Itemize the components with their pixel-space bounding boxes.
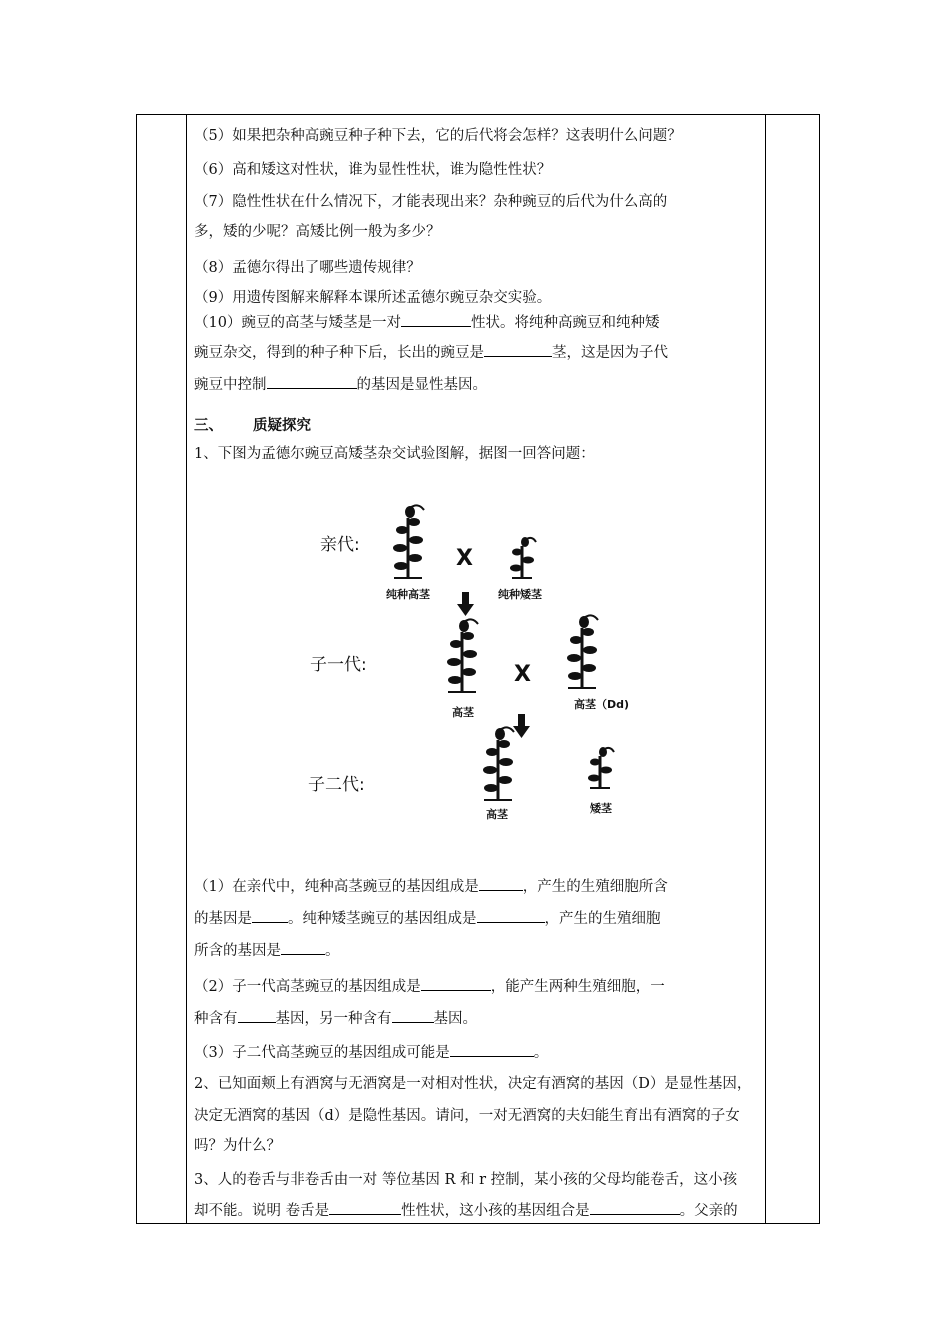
label-f1-tall-dd: 高茎（Dd) [574, 698, 630, 711]
sub1-text-b2: 。纯种矮茎豌豆的基因组成是 [288, 911, 477, 927]
sub1-line-3 [194, 940, 340, 961]
sub2-blank-3[interactable] [392, 1008, 434, 1023]
label-f2-tall: 高茎 [486, 808, 508, 821]
section-3-intro: 1、下图为孟德尔豌豆高矮茎杂交试验图解，据图一回答问题： [194, 446, 595, 462]
pea-cross-diagram [300, 490, 660, 830]
question-7-line-2: 多，矮的少呢？高矮比例一般为多少？ [194, 224, 441, 240]
q10-blank-2[interactable] [484, 342, 552, 357]
section-3-title: 质疑探究 [253, 417, 311, 434]
tall-plant-f1-left [447, 619, 478, 692]
label-pure-short: 纯种矮茎 [498, 588, 542, 601]
tall-plant-parent [393, 505, 424, 578]
question-2-line-1: 2、已知面颊上有酒窝与无酒窝是一对相对性状，决定有酒窝的基因（D）是显性基因， [194, 1076, 752, 1092]
sub1-text-a2: ，产生的生殖细胞所含 [522, 879, 668, 895]
q10-blank-1[interactable] [401, 312, 471, 327]
sub1-line-2 [194, 908, 661, 929]
question-10-line-1 [194, 312, 659, 333]
q10-text-a1: （10）豌豆的高茎与矮茎是一对 [194, 315, 401, 331]
q10-text-a2: 性状。将纯种高豌豆和纯种矮 [470, 315, 660, 331]
arrow-down-1 [457, 592, 474, 616]
short-plant-f2 [588, 747, 614, 788]
question-2-line-2: 决定无酒窝的基因（d）是隐性基因。请问，一对无酒窝的夫妇能生育出有酒窝的子女 [194, 1108, 740, 1124]
arrow-down-2 [513, 714, 530, 738]
sub1-blank-2[interactable] [252, 908, 288, 923]
q3-blank-1[interactable] [329, 1200, 401, 1215]
short-plant-parent [510, 537, 536, 578]
question-9: （9）用遗传图解来解释本课所述孟德尔豌豆杂交实验。 [194, 290, 552, 306]
question-10-line-3 [194, 374, 487, 395]
question-7-line-1: （7）隐性性状在什么情况下，才能表现出来？杂种豌豆的后代为什么高的 [194, 194, 668, 210]
q10-text-c2: 的基因是显性基因。 [356, 377, 487, 393]
sub2-text-a2: ，能产生两种生殖细胞，一 [490, 979, 665, 995]
q10-text-b1: 豌豆杂交，得到的种子种下后，长出的豌豆是 [194, 345, 484, 361]
section-3-heading [194, 416, 311, 436]
question-2-line-3: 吗？为什么？ [194, 1138, 281, 1154]
q3-text-b2: 性性状，这小孩的基因组合是 [401, 1203, 590, 1219]
label-f2-short: 矮茎 [590, 802, 612, 815]
cross-symbol-1: X [456, 546, 473, 571]
sub2-text-b3: 基因。 [433, 1011, 477, 1027]
sub1-text-c1: 所含的基因是 [194, 943, 281, 959]
sub2-blank-2[interactable] [238, 1008, 276, 1023]
question-3-line-2 [194, 1200, 738, 1221]
sub2-text-b1: 种含有 [194, 1011, 238, 1027]
sub1-text-b1: 的基因是 [194, 911, 252, 927]
q10-text-b2: 茎，这是因为子代 [552, 345, 668, 361]
label-parent-gen: 亲代: [320, 535, 360, 555]
sub1-text-a1: （1）在亲代中，纯种高茎豌豆的基因组成是 [194, 879, 479, 895]
label-f1-tall: 高茎 [452, 706, 474, 719]
tall-plant-f1-right [567, 615, 598, 688]
right-column-divider [765, 115, 766, 1223]
sub2-text-b2: 基因，另一种含有 [275, 1011, 392, 1027]
q3-text-b1: 却不能。说明 卷舌是 [194, 1203, 330, 1219]
label-pure-tall: 纯种高茎 [386, 588, 430, 601]
sub1-blank-4[interactable] [281, 940, 325, 955]
tall-plant-f2 [483, 727, 514, 800]
sub1-text-c2: 。 [325, 943, 340, 959]
sub3-text-a2: 。 [533, 1045, 549, 1061]
sub3-text-a1: （3）子二代高茎豌豆的基因组成可能是 [194, 1045, 450, 1061]
label-f1-gen: 子一代: [310, 655, 367, 675]
section-3-number: 三、 [194, 417, 223, 434]
question-3-line-1: 3、人的卷舌与非卷舌由一对 等位基因 R 和 r 控制，某小孩的父母均能卷舌，这小孩 [194, 1172, 738, 1188]
sub1-line-1 [194, 876, 668, 897]
sub2-line-2 [194, 1008, 477, 1029]
q3-blank-2[interactable] [590, 1200, 680, 1215]
question-6: （6）高和矮这对性状，谁为显性性状，谁为隐性性状？ [194, 162, 552, 178]
question-5: （5）如果把杂种高豌豆种子种下去，它的后代将会怎样？这表明什么问题？ [194, 128, 682, 144]
sub1-blank-1[interactable] [479, 876, 523, 891]
sub3-blank-1[interactable] [450, 1042, 534, 1057]
sub1-blank-3[interactable] [477, 908, 545, 923]
left-column-divider [186, 115, 187, 1223]
sub3-line-1 [194, 1042, 548, 1063]
sub2-blank-1[interactable] [421, 976, 491, 991]
q10-blank-3[interactable] [267, 374, 357, 389]
sub1-text-b3: ，产生的生殖细胞 [544, 911, 661, 927]
q10-text-c1: 豌豆中控制 [194, 377, 267, 393]
cross-symbol-2: X [514, 662, 531, 687]
question-8: （8）孟德尔得出了哪些遗传规律？ [194, 260, 421, 276]
label-f2-gen: 子二代: [308, 775, 365, 795]
sub2-text-a1: （2）子一代高茎豌豆的基因组成是 [194, 979, 421, 995]
question-10-line-2 [194, 342, 668, 363]
sub2-line-1 [194, 976, 665, 997]
q3-text-b3: 。父亲的 [679, 1203, 738, 1219]
